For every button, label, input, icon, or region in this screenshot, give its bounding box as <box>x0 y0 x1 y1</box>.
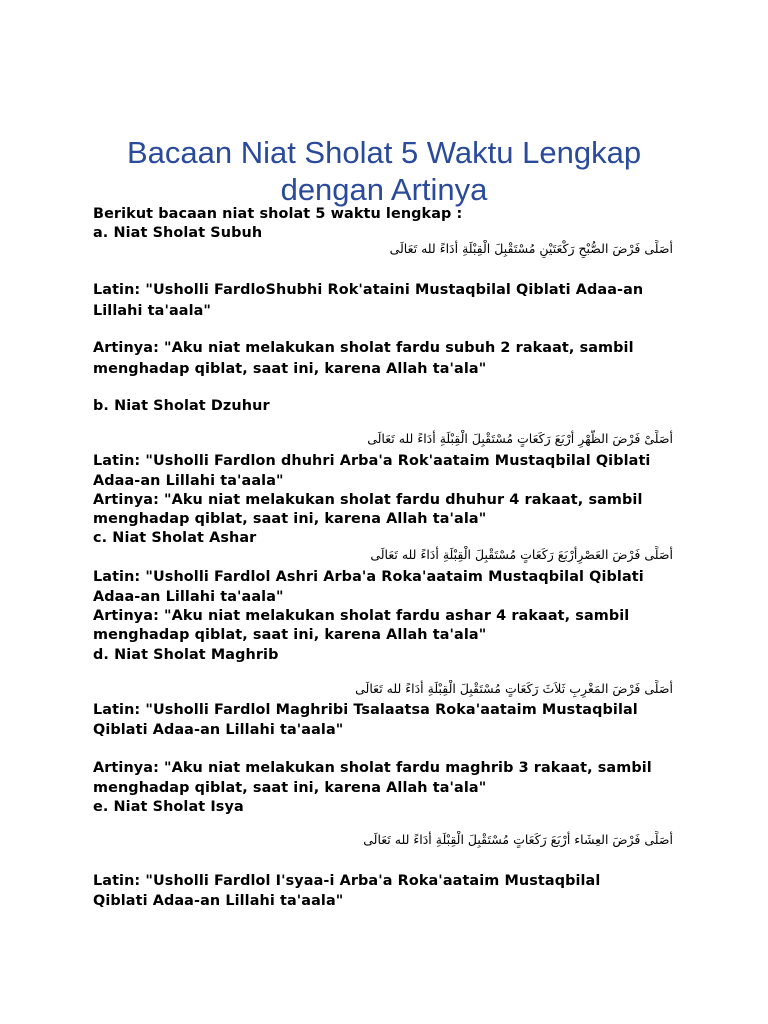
section-heading-ashar: c. Niat Sholat Ashar <box>93 530 257 546</box>
latin-ashar-line-1: Latin: "Usholli Fardlol Ashri Arba'a Roka'aataim Mustaqbilal Qiblati <box>93 569 644 585</box>
arabic-niat-maghrib: أُصَلِّى فَرْضَ المَغْرِبِ ثَلاَثَ رَكَعَاتٍ مُسْتَقْبِلَ الْقِبْلَةِ أَدَاءً لله تَعَالَى <box>355 681 673 696</box>
arabic-niat-dzuhur: أُصَلِّىْ فَرْضَ الظُّهْرِ أَرْبَعَ رَكَعَاتٍ مُسْتَقْبِلَ الْقِبْلَةِ أَدَاءً لله تَعَالَى <box>367 431 673 446</box>
artinya-dzuhur-line-1: Artinya: "Aku niat melakukan sholat fardu dhuhur 4 rakaat, sambil <box>93 492 643 508</box>
latin-isya-line-2: Qiblati Adaa-an Lillahi ta'aala" <box>93 893 344 909</box>
latin-ashar-line-2: Adaa-an Lillahi ta'aala" <box>93 589 284 605</box>
title-line-2: dengan Artinya <box>280 172 488 207</box>
artinya-subuh-line-1: Artinya: "Aku niat melakukan sholat fardu subuh 2 rakaat, sambil <box>93 340 634 356</box>
artinya-maghrib-line-1: Artinya: "Aku niat melakukan sholat fardu maghrib 3 rakaat, sambil <box>93 760 652 776</box>
title-line-1: Bacaan Niat Sholat 5 Waktu Lengkap <box>126 135 642 170</box>
arabic-niat-subuh: أُصَلِّى فَرْضَ الصُّبْحِ رَكْعَتَيْنِ مُسْتَقْبِلَ الْقِبْلَةِ أَدَاءً لله تَعَالَى <box>389 241 673 256</box>
section-heading-maghrib: d. Niat Sholat Maghrib <box>93 647 279 663</box>
artinya-maghrib-line-2: menghadap qiblat, saat ini, karena Allah ta'ala" <box>93 780 487 796</box>
artinya-dzuhur-line-2: menghadap qiblat, saat ini, karena Allah ta'ala" <box>93 511 487 527</box>
latin-isya-line-1: Latin: "Usholli Fardlol I'syaa-i Arba'a Roka'aataim Mustaqbilal <box>93 873 601 889</box>
latin-maghrib-line-2: Qiblati Adaa-an Lillahi ta'aala" <box>93 722 344 738</box>
section-heading-isya: e. Niat Sholat Isya <box>93 799 244 815</box>
artinya-ashar-line-2: menghadap qiblat, saat ini, karena Allah ta'ala" <box>93 627 487 643</box>
latin-dzuhur-line-1: Latin: "Usholli Fardlon dhuhri Arba'a Rok'aataim Mustaqbilal Qiblati <box>93 453 651 469</box>
arabic-niat-ashar: أُصَلِّى فَرْضَ العَصْرِأَرْبَعَ رَكَعَاتٍ مُسْتَقْبِلَ الْقِبْلَةِ أَدَاءً لله تَعَالَى <box>370 547 673 562</box>
section-heading-subuh: a. Niat Sholat Subuh <box>93 225 263 241</box>
artinya-ashar-line-1: Artinya: "Aku niat melakukan sholat fardu ashar 4 rakaat, sambil <box>93 608 630 624</box>
latin-subuh-line-2: Lillahi ta'aala" <box>93 303 212 319</box>
arabic-niat-isya: أُصَلِّى فَرْضَ العِشَاء أَرْبَعَ رَكَعَاتٍ مُسْتَقْبِلَ الْقِبْلَةِ أَدَاءً لله تَعَالَى <box>363 832 673 847</box>
intro-text: Berikut bacaan niat sholat 5 waktu lengkap : <box>93 206 463 222</box>
latin-dzuhur-line-2: Adaa-an Lillahi ta'aala" <box>93 473 284 489</box>
latin-maghrib-line-1: Latin: "Usholli Fardlol Maghribi Tsalaatsa Roka'aataim Mustaqbilal <box>93 702 638 718</box>
page-title <box>60 134 708 208</box>
latin-subuh-line-1: Latin: "Usholli FardloShubhi Rok'ataini Mustaqbilal Qiblati Adaa-an <box>93 282 644 298</box>
section-heading-dzuhur: b. Niat Sholat Dzuhur <box>93 398 270 414</box>
artinya-subuh-line-2: menghadap qiblat, saat ini, karena Allah ta'ala" <box>93 361 487 377</box>
